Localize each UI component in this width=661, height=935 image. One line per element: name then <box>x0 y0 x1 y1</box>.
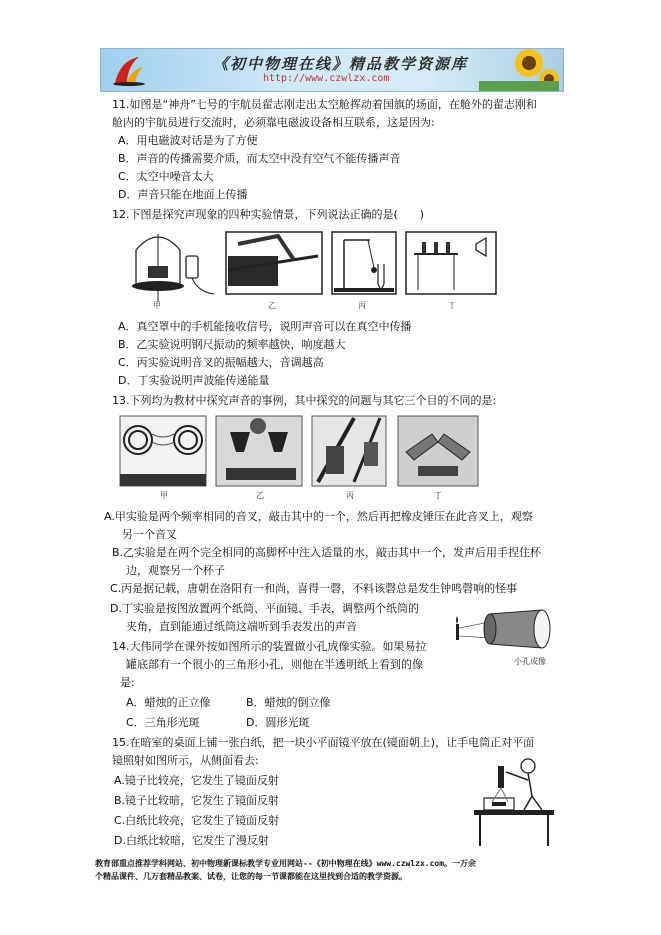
q12-label-bing: 丙 <box>358 301 366 310</box>
q12-option-d: D．丁实验说明声波能传递能量 <box>118 374 270 387</box>
q13-figure <box>118 412 480 504</box>
q13-stem: 13.下列均为教材中探究声音的事例，其中探究的问题与其它三个目的不同的是: <box>112 394 497 407</box>
header-banner <box>100 48 564 92</box>
q15-stem-line1: 15.在暗室的桌面上铺一张白纸，把一块小平面镜平放在(镜面朝上)，让手电筒正对平面 <box>112 736 535 749</box>
q12-label-ding: 丁 <box>448 301 456 310</box>
q13-option-c: C.丙是据记载，唐朝在洛阳有一和尚，喜得一磬，不料该磬总是发生钟鸣磬响的怪事 <box>110 582 518 595</box>
q12-option-b: B．乙实验说明钢尺振动的频率越快，响度越大 <box>118 338 346 351</box>
q11-stem-line2: 舱内的宇航员进行交流时，必须靠电磁波设备相互联系，这是因为: <box>112 116 435 129</box>
q11-option-c: C．太空中噪音太大 <box>118 170 214 183</box>
q13-label-jia: 甲 <box>160 491 168 500</box>
q11-option-d: D．声音只能在地面上传播 <box>118 188 248 201</box>
header-url[interactable]: http://www.czwlzx.com <box>263 73 390 84</box>
q14-option-b: B．蜡烛的倒立像 <box>246 696 331 709</box>
site-logo-icon <box>109 53 149 87</box>
q13-label-bing: 丙 <box>346 491 354 500</box>
q13-label-ding: 丁 <box>434 491 442 500</box>
q12-figure <box>118 226 500 312</box>
q14-stem-line2: 罐底部有一个很小的三角形小孔，则他在半透明纸上看到的像 <box>126 658 423 671</box>
q12-option-a: A．真空罩中的手机能接收信号，说明声音可以在真空中传播 <box>118 320 412 333</box>
tuning-fork-ball-illustration <box>332 232 396 310</box>
q14-figure-caption: 小孔成像 <box>514 657 546 666</box>
q11-stem-line1: 11.如图是“神舟”七号的宇航员翟志刚走出太空舱挥动着国旗的场面，在舱外的翟志刚和 <box>112 98 537 111</box>
q14-option-c: C．三角形光斑 <box>126 716 200 729</box>
header-title: 《初中物理在线》精品教学资源库 <box>213 55 469 73</box>
q13-label-yi: 乙 <box>256 491 264 500</box>
q15-option-c: C.白纸比较亮，它发生了镜面反射 <box>114 814 280 827</box>
q12-stem: 12.下图是探究声现象的四种实验情景，下列说法正确的是( ) <box>112 208 425 221</box>
footer-line2: 个精品课件、几万套精品教案、试卷，让您的每一节课都能在这里找到合适的教学资源。 <box>95 872 407 881</box>
q11-option-b: B．声音的传播需要介质，而太空中没有空气不能传播声音 <box>118 152 401 165</box>
wine-glasses-illustration <box>216 416 302 500</box>
q14-option-a: A．蜡烛的正立像 <box>126 696 211 709</box>
vibrating-ruler-illustration <box>226 232 322 310</box>
q13-option-a-line1: A.甲实验是两个频率相同的音叉，敲击其中的一个，然后再把橡皮锤压在此音叉上，观察 <box>104 510 533 523</box>
q13-option-b-line1: B.乙实验是在两个完全相同的高脚杯中注入适量的水，敲击其中一个，发声后用手捏住杯 <box>112 546 542 559</box>
page-footer <box>95 857 575 883</box>
q15-option-a: A.镜子比较亮，它发生了镜面反射 <box>114 774 279 787</box>
q13-option-b-line2: 边，观察另一个杯子 <box>126 564 225 577</box>
q15-option-d: D.白纸比较暗，它发生了漫反射 <box>114 834 269 847</box>
bell-jar-phone-illustration <box>132 234 214 310</box>
q13-option-d-line2: 夹角，直到能通过纸筒这端听到手表发出的声音 <box>126 620 357 633</box>
q15-option-b: B.镜子比较暗，它发生了镜面反射 <box>114 794 280 807</box>
q14-option-d: D．圆形光斑 <box>246 716 310 729</box>
paper-tubes-illustration <box>398 416 478 500</box>
q12-option-c: C．丙实验说明音叉的振幅越大，音调越高 <box>118 356 324 369</box>
footer-line1: 教育部重点推荐学科网站、初中物理新课标教学专业用网站--《初中物理在线》www.czwlzx.com。一万余 <box>95 859 477 868</box>
q12-label-yi: 乙 <box>268 301 276 310</box>
tuning-forks-illustration <box>120 416 206 500</box>
q11-option-a: A．用电磁波对话是为了方便 <box>118 134 258 147</box>
sunflower-icon <box>479 49 559 91</box>
q14-stem-line3: 是: <box>120 676 135 689</box>
flashlight-mirror-figure <box>470 758 560 848</box>
speaker-candle-illustration <box>406 232 496 310</box>
q14-stem-line1: 14.大伟同学在课外按如图所示的装置做小孔成像实验。如果易拉 <box>112 640 427 653</box>
q15-stem-line2: 镜照射如图所示，从侧面看去: <box>112 754 259 767</box>
pinhole-camera-figure <box>450 604 562 668</box>
monk-chime-illustration <box>312 416 386 500</box>
q12-label-jia: 甲 <box>153 301 161 310</box>
q13-option-a-line2: 另一个音叉 <box>122 528 177 541</box>
q13-option-d-line1: D.丁实验是按图放置两个纸筒、平面镜、手表，调整两个纸筒的 <box>110 602 419 615</box>
